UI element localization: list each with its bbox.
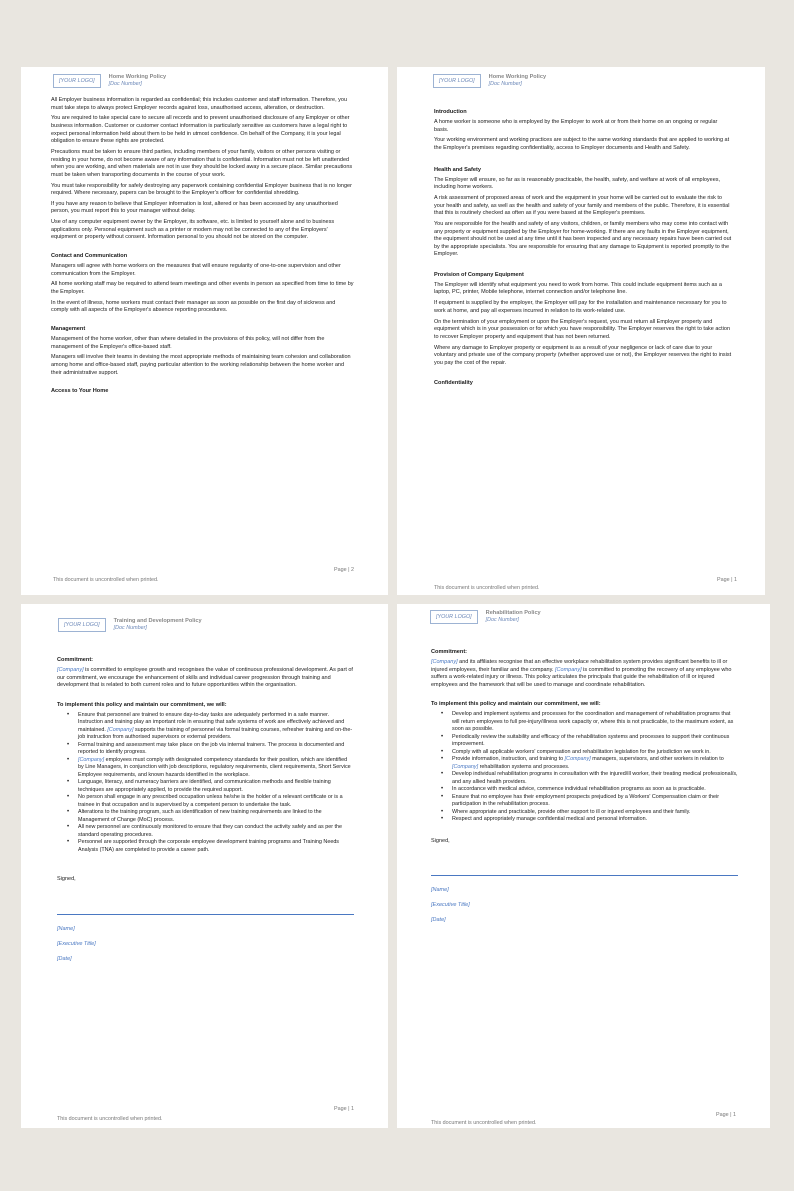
logo-placeholder: [YOUR LOGO] xyxy=(433,74,481,88)
section-heading: Provision of Company Equipment xyxy=(434,271,524,278)
paragraph xyxy=(431,659,738,689)
paragraph: In the event of illness, home workers must contact their manager as soon as possible on the first day of sickness and comply with all aspects of the Employer's absence reporting procedures. xyxy=(51,299,336,314)
text: Ensure that personnel are trained to ensure day-to-day tasks are adequately performed in a safe manner. Instruction and training play an important role in ensuring that safe systems of work are effectively achieved and maintained. xyxy=(78,711,345,733)
list-item: • Personnel are supported through the corporate employee development training programs and Training Needs Analysis (TNA) are completed to provide a career path. xyxy=(67,839,354,854)
page-header xyxy=(430,610,541,628)
document-page-training xyxy=(21,604,388,1128)
paragraph: Managers will agree with home workers on the measures that will ensure regularity of one-to-one supervision and other communication from the Employer. xyxy=(51,263,341,277)
page-header xyxy=(58,618,202,636)
company-placeholder: [Company] xyxy=(564,756,591,763)
page-body xyxy=(51,97,354,398)
doc-title: Training and Development Policy xyxy=(113,618,202,624)
list-item: • Comply with all applicable workers' compensation and rehabilitation legislation for the jurisdiction we work in. xyxy=(441,749,738,757)
text: is committed to promoting the recovery of any employee who suffers a work-related injury or illness. This policy articulates the principals that guide the rehabilitation of ill or injured employees and the framework that will be used to manage and coordinate rehabilitation. xyxy=(431,666,732,688)
section-heading: Confidentiality xyxy=(434,380,473,387)
logo-placeholder: [YOUR LOGO] xyxy=(58,618,106,632)
paragraph: Your working environment and working practices are subject to the same working standards that are applied to working at the Employer's premises regarding confidentiality, access to Employer documents and Health and Safety. xyxy=(434,137,730,151)
page-body xyxy=(434,109,733,390)
text: is committed to employee growth and recognises the value of continuous professional development. As part of our commitment, we encourage the enhancement of skills and individual career progression through training and development that is related to both current roles and to future opportunities within the organisation. xyxy=(57,667,353,689)
company-placeholder: [Company] xyxy=(78,756,105,763)
list-item: • Language, literacy, and numeracy barriers are identified, and communication methods and flexible training techniques are appropriately applied, to provide the required support. xyxy=(67,779,354,794)
section-heading: To implement this policy and maintain our commitment, we will: xyxy=(431,701,601,708)
section-heading: Contact and Communication xyxy=(51,253,128,260)
list-item: • In accordance with medical advice, commence individual rehabilitation programs as soon as is practicable. xyxy=(441,786,738,794)
paragraph: On the termination of your employment or upon the Employer's request, you must return all Employer property and equipment which is in your possession or for which you have responsibility. The Employer reserves the right to take action to recover Employer property and equipment that has not been returned. xyxy=(434,318,731,340)
list-item: • Alterations to the training program, such as identification of new training requirements are linked to the Management of Change (MoC) process. xyxy=(67,809,354,824)
paragraph: A home worker is someone who is employed by the Employer to work at or from their home on an ongoing or regular basis. xyxy=(434,119,718,133)
document-page-rehabilitation xyxy=(397,604,770,1128)
signature-line xyxy=(431,875,738,876)
list-item xyxy=(441,756,738,771)
page-header xyxy=(433,74,546,92)
text: Provide information, instruction, and training to xyxy=(452,756,565,763)
paragraph: You are responsible for the health and safety of any visitors, children, or family members who may come into contact with any property or equipment supplied by the Employer for home-working. If there are any faults in the Employer equipment, the equipment should not be used at any time until it has been inspected and any necessary repairs have been carried out by the appropriate specialists. You are responsible for ensuring that any damage to Equipment is reported promptly to the Employer. xyxy=(434,220,732,258)
footer-note: This document is uncontrolled when printed. xyxy=(57,1116,163,1122)
logo-placeholder: [YOUR LOGO] xyxy=(53,74,101,88)
paragraph: The Employer will identify what equipment you need to work from home. This could include equipment items such as a laptop, PC, printer, Mobile telephone, internet connection and/or telephone line. xyxy=(434,281,722,296)
doc-title: Home Working Policy xyxy=(488,74,547,80)
section-heading: Introduction xyxy=(434,109,467,115)
commitment-list xyxy=(67,712,354,855)
section-heading: Management xyxy=(51,325,86,332)
page-number: Page | 2 xyxy=(334,567,354,573)
list-item: • Develop and implement systems and processes for the coordination and management of rehabilitation programs that will return employees to full pre-injury/illness work capacity or, where this is not practicable, to the maximum extent, as soon as possible. xyxy=(441,711,738,734)
doc-title: Rehabilitation Policy xyxy=(485,610,541,616)
paragraph: All Employer business information is regarded as confidential; this includes customer and staff information. Therefore, you must take steps to always protect Employer records against loss, unauthorised access, alteration, or destruction. xyxy=(51,97,348,111)
footer-note: This document is uncontrolled when printed. xyxy=(431,1120,537,1126)
list-item: • Formal training and assessment may take place on the job via internal trainers. The process is documented and reported to identify progress. xyxy=(67,742,354,757)
page-header xyxy=(53,74,166,92)
company-placeholder: [Company] xyxy=(107,726,134,733)
section-heading: Commitment: xyxy=(431,649,468,655)
company-placeholder: [Company] xyxy=(431,659,458,665)
list-item: • Ensure that no employee has their employment prospects prejudiced by a Workers' Compensation claim or their participation in the rehabilitation process. xyxy=(441,794,738,809)
page-number: Page | 1 xyxy=(717,577,737,583)
paragraph: Management of the home worker, other than where detailed in the provisions of this policy, will not differ from the management of the Employer's office-based staff. xyxy=(51,335,325,350)
name-placeholder[interactable]: [Name] xyxy=(57,925,75,932)
doc-number: [Doc Number] xyxy=(108,81,142,87)
list-item: • Periodically review the suitability and efficacy of the rehabilitation systems and processes to support their continuous improvement. xyxy=(441,734,738,749)
list-item xyxy=(67,712,354,742)
paragraph: If you have any reason to believe that Employer information is lost, altered or has been accessed by any unauthorised person, you must report this to your manager without delay. xyxy=(51,200,338,215)
executive-title-placeholder[interactable]: [Executive Title] xyxy=(57,940,96,947)
commitment-list xyxy=(441,711,738,824)
name-placeholder[interactable]: [Name] xyxy=(431,887,449,894)
paragraph: Managers will involve their teams in devising the most appropriate methods of maintaining team cohesion and collaboration among home and office-based staff, paying particular attention to the working relationship between the home worker and their administrative support. xyxy=(51,354,351,376)
list-item: • Respect and appropriately manage confidential medical and personal information. xyxy=(441,816,738,824)
paragraph: A risk assessment of proposed areas of work and the equipment in your home will be carried out to evaluate the risk to your health and safety, as well as the health and safety of your family and members of the public. Therefore, it is essential that this is routinely checked as often as if you were based at the Employer's premises. xyxy=(434,194,730,217)
document-page-home-working-1 xyxy=(397,67,765,595)
document-page-home-working-2 xyxy=(21,67,388,595)
doc-number: [Doc Number] xyxy=(488,81,522,87)
list-item xyxy=(67,757,354,780)
paragraph: If equipment is supplied by the employer, the Employer will pay for the installation and maintenance necessary for you to work at home, and pay all expenses incurred in relation to its work-related use. xyxy=(434,300,727,314)
text: employees must comply with designated competency standards for their position, which are identified by Line Managers, in conjunction with job descriptions, regulatory requirements, client requirements, Short Service Employee requirements, and known hazards identified in the workplace. xyxy=(78,756,351,778)
signed-label: Signed, xyxy=(57,876,76,883)
page-body xyxy=(57,657,354,967)
signed-label: Signed, xyxy=(431,837,450,844)
doc-number: [Doc Number] xyxy=(485,617,519,623)
doc-number: [Doc Number] xyxy=(113,625,147,631)
date-placeholder[interactable]: [Date] xyxy=(431,917,446,924)
page-body xyxy=(431,649,738,928)
text: supports the training of personnel via formal training courses, refresher training and on-the-job instruction from authorised supervisors or external providers. xyxy=(78,726,353,741)
date-placeholder[interactable]: [Date] xyxy=(57,955,72,962)
logo-placeholder: [YOUR LOGO] xyxy=(430,610,478,624)
paragraph: All home working staff may be required to attend team meetings and other events in person as specified from time to time by the Employer. xyxy=(51,281,354,295)
company-placeholder: [Company] xyxy=(555,666,582,673)
paragraph: You are required to take special care to secure all records and to prevent unauthorised disclosure of any Employer or other business information. Customer or customer contact information is particularly sensitive as customers have a legal right to expect personal information held about them to be held in utmost confidence. On behalf of the Company, it is your legal obligation to ensure these rights are protected. xyxy=(51,115,350,145)
list-item: • No person shall engage in any prescribed occupation unless he/she is the holder of a relevant certificate or is a trainee in that occupation and is supervised by a competent person to undertake the task. xyxy=(67,794,354,809)
footer-note: This document is uncontrolled when printed. xyxy=(434,585,540,591)
footer-note: This document is uncontrolled when printed. xyxy=(53,577,159,583)
section-heading: Commitment: xyxy=(57,657,94,663)
page-number: Page | 1 xyxy=(334,1106,354,1112)
paragraph: The Employer will ensure, so far as is reasonably practicable, the health, safety, and welfare at work of all employees, including home workers. xyxy=(434,176,721,191)
list-item: • Develop individual rehabilitation programs in consultation with the injured/ill worker, their treating medical professional/s, and any allied health providers. xyxy=(441,771,738,786)
company-placeholder: [Company] xyxy=(57,667,84,673)
paragraph: Where any damage to Employer property or equipment is as a result of your negligence or lack of care due to your voluntary and private use of the company property (whether approved use or not), the Employer reserves the right to insist you pay the cost of the repair. xyxy=(434,344,732,366)
section-heading: To implement this policy and maintain our commitment, we will: xyxy=(57,701,227,708)
executive-title-placeholder[interactable]: [Executive Title] xyxy=(431,902,470,909)
section-heading: Access to Your Home xyxy=(51,388,109,395)
list-item: • Where appropriate and practicable, provide other support to ill or injured employees and their family. xyxy=(441,809,738,817)
text: and its affiliates recognise that an effective workplace rehabilitation system provides significant benefits to ill or injured employees, their familiar and the company. xyxy=(431,659,728,673)
paragraph xyxy=(57,667,354,690)
text: rehabilitation systems and processes. xyxy=(478,763,570,770)
paragraph: Precautions must be taken to ensure third parties, including members of your family, visitors or other persons visiting or residing in your home, do not become aware of any information that is confidential. Information must not be left unattended when you are working, and when materials are not in use they should be locked away in a secure place. Similar precautions must be taken when transporting documents in the course of your work. xyxy=(51,148,353,178)
doc-title: Home Working Policy xyxy=(108,74,167,80)
company-placeholder: [Company] xyxy=(452,763,479,770)
list-item: • All new personnel are continuously monitored to ensure that they can conduct the activity safely and as per the standard operating procedures. xyxy=(67,824,354,839)
section-heading: Health and Safety xyxy=(434,166,481,173)
paragraph: You must take responsibility for safely destroying any paperwork containing confidential Employer business that is no longer required. Where necessary, papers can be brought to the Employer's officer for confidential shredding. xyxy=(51,182,352,197)
text: managers, supervisors, and other workers in relation to xyxy=(590,756,724,763)
paragraph: Use of any computer equipment owner by the Employer, its software, etc. is limited to yourself alone and to business applications only. Personal equipment such as a printer or modem may not be connected to any of the Employers' equipment or property without consent. Information personal to you should not be stored on the computer. xyxy=(51,219,335,241)
signature-line xyxy=(57,914,354,915)
page-number: Page | 1 xyxy=(716,1112,736,1118)
